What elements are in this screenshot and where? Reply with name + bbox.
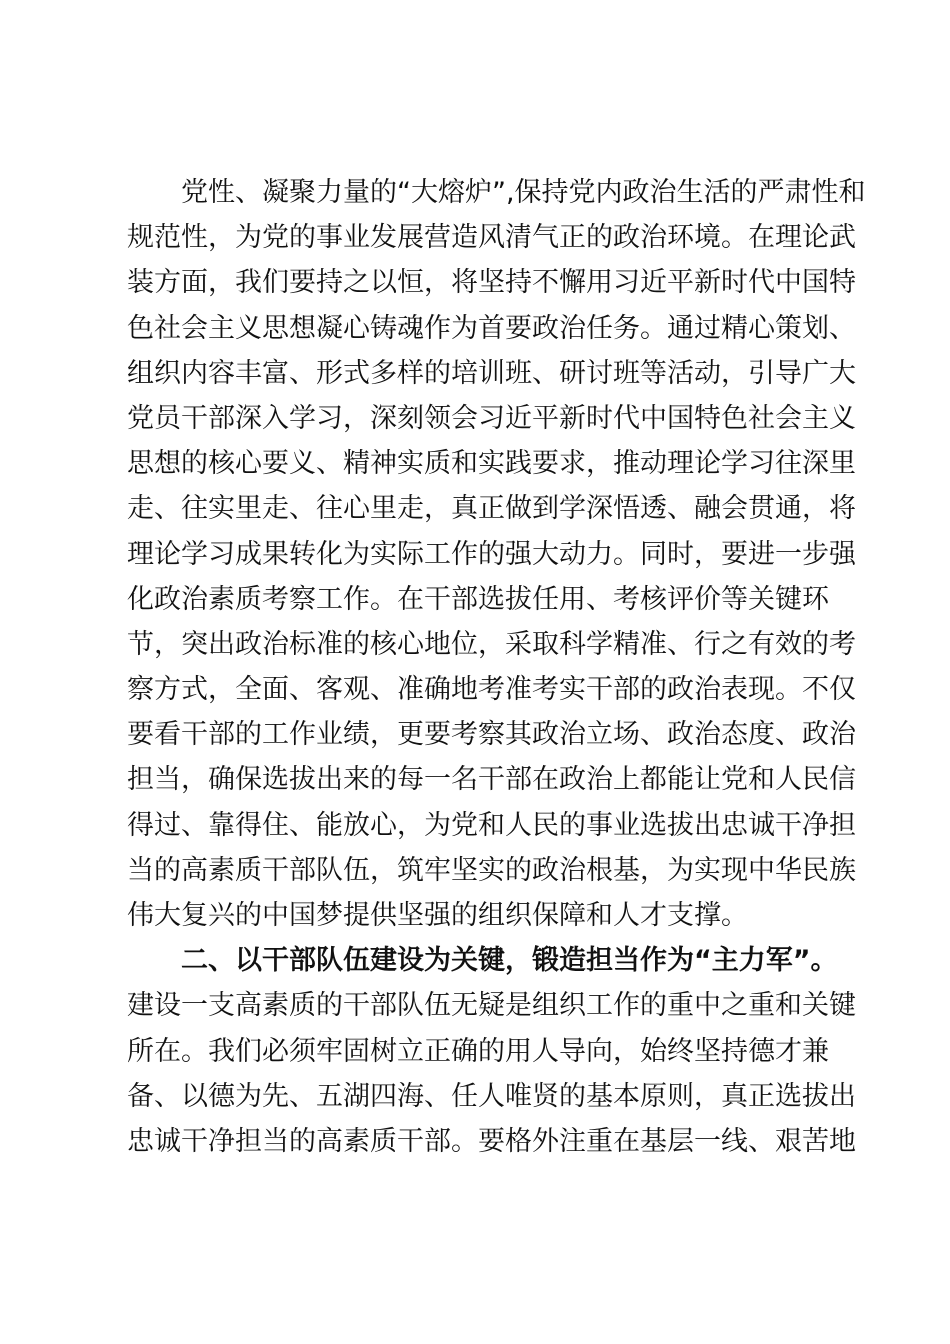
text-line: 得过、靠得住、能放心，为党和人民的事业选拔出忠诚干净担 — [127, 809, 856, 841]
text-line: 色社会主义思想凝心铸魂作为首要政治任务。通过精心策划、 — [127, 312, 856, 344]
text-line: 组织内容丰富、形式多样的培训班、研讨班等活动，引导广大 — [127, 357, 856, 389]
text-line: 走、往实里走、往心里走，真正做到学深悟透、融会贯通，将 — [127, 493, 856, 525]
text-line: 理论学习成果转化为实际工作的强大动力。同时，要进一步强 — [127, 538, 856, 570]
text-line: 装方面，我们要持之以恒，将坚持不懈用习近平新时代中国特 — [127, 267, 856, 299]
text-line: 忠诚干净担当的高素质干部。要格外注重在基层一线、艰苦地 — [127, 1125, 856, 1157]
text-line: 党员干部深入学习，深刻领会习近平新时代中国特色社会主义 — [127, 402, 856, 434]
text-line: 备、以德为先、五湖四海、任人唯贤的基本原则，真正选拔出 — [127, 1080, 856, 1112]
text-line: 所在。我们必须牢固树立正确的用人导向，始终坚持德才兼 — [127, 1035, 829, 1067]
text-line: 规范性，为党的事业发展营造风清气正的政治环境。在理论武 — [127, 222, 856, 254]
text-line: 建设一支高素质的干部队伍无疑是组织工作的重中之重和关键 — [127, 990, 856, 1022]
text-line: 伟大复兴的中国梦提供坚强的组织保障和人才支撑。 — [127, 900, 748, 931]
section-heading: 二、以干部队伍建设为关键，锻造担当作为“主力军”。 — [127, 945, 838, 977]
text-line: 担当，确保选拔出来的每一名干部在政治上都能让党和人民信 — [127, 764, 856, 796]
text-line: 党性、凝聚力量的“大熔炉”,保持党内政治生活的严肃性和 — [127, 177, 866, 208]
document-body — [127, 170, 866, 1164]
text-line: 化政治素质考察工作。在干部选拔任用、考核评价等关键环 — [127, 583, 829, 615]
text-line: 当的高素质干部队伍，筑牢坚实的政治根基，为实现中华民族 — [127, 854, 856, 886]
text-line: 要看干部的工作业绩，更要考察其政治立场、政治态度、政治 — [127, 719, 856, 751]
text-line: 节，突出政治标准的核心地位，采取科学精准、行之有效的考 — [127, 628, 856, 660]
text-line: 察方式，全面、客观、准确地考准考实干部的政治表现。不仅 — [127, 674, 856, 706]
text-line: 思想的核心要义、精神实质和实践要求，推动理论学习往深里 — [127, 448, 856, 480]
